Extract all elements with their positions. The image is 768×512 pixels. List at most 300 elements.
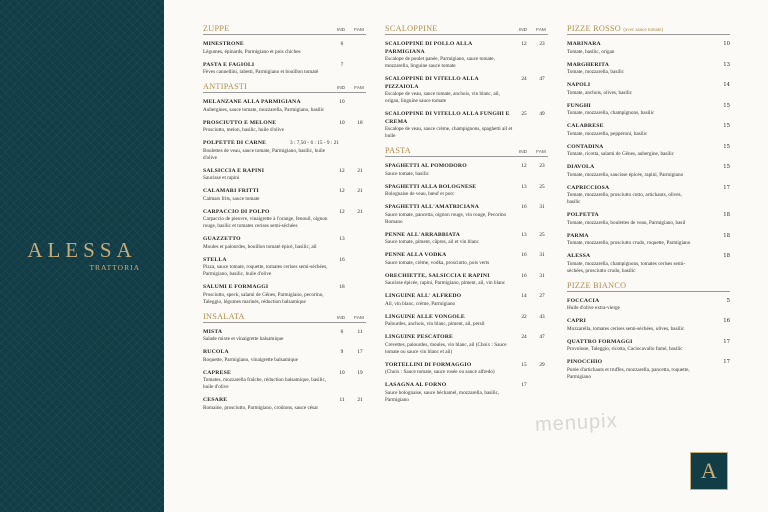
section-title-text: PIZZE ROSSO bbox=[567, 24, 622, 33]
section-header bbox=[203, 312, 366, 323]
price-fam bbox=[354, 99, 366, 114]
price-fam: 11 bbox=[357, 328, 363, 335]
price-fam: 21 bbox=[357, 167, 363, 174]
price-fam: 18 bbox=[357, 119, 363, 126]
menu-item-name: LINGUINE PESCATORE bbox=[385, 334, 454, 340]
menu-item bbox=[203, 209, 366, 231]
menu-item-prices bbox=[336, 188, 366, 203]
menu-item bbox=[203, 188, 366, 203]
menu-item-prices bbox=[336, 284, 366, 306]
price-fam: 49 bbox=[539, 111, 545, 117]
price-ind: 24 bbox=[521, 76, 527, 82]
menu-item-description: Palourdes, anchois, vin blanc, piment, ail, persil bbox=[385, 321, 485, 327]
menu-item-prices bbox=[336, 99, 366, 114]
menu-item-name: PINOCCHIO bbox=[567, 359, 603, 365]
section-title-text: PASTA bbox=[385, 146, 412, 155]
price-ind: 16 bbox=[339, 256, 345, 263]
fam-header: FAM bbox=[354, 86, 364, 91]
price-ind: 9 bbox=[340, 349, 344, 355]
menu-item bbox=[567, 164, 730, 179]
menu-item-description: Aubergines, sauce tomate, mozzarella, Parmigiano, basilic bbox=[203, 106, 325, 113]
menu-item-name: SCALOPPINE DI POLLO ALLA PARMIGIANA bbox=[385, 41, 473, 55]
menu-item-text bbox=[203, 62, 331, 77]
menu-item-text bbox=[203, 236, 331, 251]
menu-item-text bbox=[385, 232, 513, 247]
menu-item-description: Huile d'olive extra-vierge bbox=[567, 305, 620, 311]
menu-item-name: SPAGHETTI ALLA BOLOGNESE bbox=[385, 183, 477, 190]
menu-item-description: Tomate, mozzarella, prosciutto cotto, artichauts, olives, basilic bbox=[567, 192, 682, 205]
menu-item-name: SCALOPPINE DI VITELLO ALLA PIZZAIOLA bbox=[385, 76, 479, 90]
price-fam bbox=[354, 284, 366, 306]
menu-item-name: RUCOLA bbox=[203, 349, 229, 355]
menu-item-prices bbox=[518, 184, 548, 199]
price-fam: 21 bbox=[357, 188, 363, 194]
menu-item-name: MINESTRONE bbox=[203, 41, 244, 47]
menu-item-description: Boulettes de veau, sauce tomate, Parmigiano, basilic, huile d'olive bbox=[203, 147, 326, 161]
menu-item-text bbox=[567, 318, 695, 333]
menu-item-description: Provolone, Taleggio, ricotta, Caciocavallo fumé, basilic bbox=[567, 346, 683, 352]
section-title-text: INSALATA bbox=[203, 311, 245, 321]
menu-item bbox=[385, 163, 548, 178]
menu-section-pizze_rosso bbox=[567, 24, 730, 275]
menu-item-name: CESARE bbox=[203, 397, 228, 403]
price-ind: 14 bbox=[521, 293, 527, 299]
price-ind: 6 bbox=[340, 41, 344, 47]
menu-item bbox=[385, 293, 548, 308]
section-header bbox=[203, 82, 366, 93]
brand-subtitle: TRATTORIA bbox=[89, 263, 140, 272]
price-ind: 12 bbox=[521, 41, 527, 47]
menu-item-description: Tomate, mozzarella, boulettes de veau, Parmigiano, basil bbox=[567, 219, 686, 226]
menu-item-text bbox=[385, 41, 513, 70]
price-fam: 31 bbox=[539, 252, 545, 258]
menu-item-description: Tomate, ricotta, salami de Gênes, aubergine, basilic bbox=[567, 151, 674, 157]
menu-item-description: Légumes, épinards, Parmigiano et pois chiches bbox=[203, 48, 301, 55]
menu-item-text bbox=[203, 188, 331, 203]
menu-item-text bbox=[567, 41, 695, 56]
menu-item-description: Calmars frits, sauce tomate bbox=[203, 195, 260, 202]
menu-section-pasta bbox=[385, 146, 548, 404]
ind-header: IND bbox=[336, 315, 346, 321]
menu-section-scaloppine bbox=[385, 24, 548, 140]
menu-item bbox=[567, 41, 730, 56]
menu-item-text bbox=[567, 164, 695, 179]
section-title bbox=[203, 312, 245, 321]
menu-section-zuppe bbox=[203, 24, 366, 76]
price-fam: 47 bbox=[539, 76, 545, 82]
menu-item-text bbox=[203, 397, 331, 412]
section-header bbox=[567, 281, 730, 292]
price-ind: 13 bbox=[521, 231, 527, 238]
price-fam: 21 bbox=[357, 397, 363, 403]
price-headers bbox=[335, 86, 365, 91]
menu-item bbox=[203, 236, 366, 251]
section-header bbox=[385, 24, 548, 35]
menu-item-name: ORECHIETTE, SALSICCIA E RAPINI bbox=[385, 272, 490, 279]
menu-item-prices bbox=[336, 349, 366, 364]
menu-item-text bbox=[203, 168, 331, 183]
fam-header: FAM bbox=[354, 315, 364, 321]
menu-item-name: SPAGHETTI AL POMODORO bbox=[385, 163, 467, 169]
menu-item-price: 17 bbox=[723, 338, 730, 345]
menu-item-description: Moules et palourdes, bouillon tomaté épicé, basilic, ail bbox=[203, 243, 317, 250]
menu-item-name: SCALOPPINE DI VITELLO ALLA FUNGHI E CREMA bbox=[385, 111, 510, 125]
menu-item-text bbox=[567, 359, 695, 381]
menu-item-price: 18 bbox=[723, 232, 730, 239]
menu-item-name: FOCCACIA bbox=[567, 297, 600, 304]
menu-item-description: Mozzarella, tomates cerises semi-séchées, olives, basilic bbox=[567, 325, 685, 332]
menu-item-name: CALAMARI FRITTI bbox=[203, 188, 259, 194]
menu-item-name: LINGUINE ALL' ALFREDO bbox=[385, 293, 462, 299]
menu-item-name: STELLA bbox=[203, 256, 227, 263]
menu-item bbox=[567, 123, 730, 138]
menu-item-prices bbox=[336, 329, 366, 344]
menu-item bbox=[203, 168, 366, 183]
menu-item bbox=[385, 314, 548, 329]
section-title bbox=[203, 24, 230, 33]
menu-item-name: PENNE ALLA VODKA bbox=[385, 252, 447, 258]
brand-sidebar bbox=[0, 0, 164, 512]
menu-item bbox=[203, 140, 366, 162]
menu-item bbox=[567, 298, 730, 313]
menu-item-description: Roquette, Parmigiano, vinaigrette balsamique bbox=[203, 356, 298, 363]
menu-item-price: 17 bbox=[723, 184, 730, 191]
menu-item-prices bbox=[336, 41, 366, 56]
section-title-text: SCALOPPINE bbox=[385, 24, 438, 33]
price-ind: 6 bbox=[340, 328, 344, 335]
menu-item-description: Salade mixte et vinaigrette balsamique bbox=[203, 336, 284, 342]
section-note: (avec sauce tomate) bbox=[623, 28, 664, 33]
menu-item-description: Tomate, mozzarella, prosciutto crudo, roquette, Parmigiano bbox=[567, 240, 691, 246]
price-ind: 22 bbox=[521, 313, 527, 320]
menu-item-name: DIAVOLA bbox=[567, 164, 595, 170]
menu-item-description: Pizza, sauce tomate, roquette, tomates cerises semi-séchées, Parmigiano, basilic, huile d'olive bbox=[203, 264, 328, 277]
menu-item-name: PASTA E FAGIOLI bbox=[203, 61, 255, 68]
section-header bbox=[385, 146, 548, 157]
menu-item-prices bbox=[336, 62, 366, 77]
price-ind: 18 bbox=[339, 284, 345, 290]
menu-item-name: CAPRESE bbox=[203, 369, 231, 376]
menu-item-text bbox=[203, 99, 331, 114]
menu-item bbox=[567, 233, 730, 248]
menu-item-text bbox=[567, 233, 695, 248]
menu-item-name: FUNGHI bbox=[567, 102, 591, 109]
menu-section-antipasti bbox=[203, 82, 366, 306]
menu-item bbox=[203, 329, 366, 344]
menu-item-prices bbox=[518, 204, 548, 226]
menu-item-price: 15 bbox=[723, 123, 730, 129]
menu-item bbox=[567, 103, 730, 118]
menu-item-prices bbox=[336, 120, 366, 135]
menu-section-insalata bbox=[203, 312, 366, 412]
menu-item-price: 16 bbox=[723, 318, 730, 324]
menu-item-description: Tomates, mozzarella fraîche, réduction balsamique, basilic, huile d'olive bbox=[203, 377, 327, 390]
fam-header: FAM bbox=[354, 28, 364, 33]
menu-item-text bbox=[203, 370, 331, 392]
price-fam: 25 bbox=[539, 231, 545, 238]
ind-header: IND bbox=[336, 28, 346, 33]
menu-item-description: Bolognaise de veau, bœuf et porc bbox=[385, 191, 455, 197]
ind-header: IND bbox=[518, 150, 528, 155]
menu-item-prices bbox=[518, 232, 548, 247]
price-fam: 25 bbox=[539, 183, 545, 190]
menu-item-description: Sauce tomate, piment, câpres, ail et vin blanc bbox=[385, 239, 479, 245]
menu-item bbox=[567, 318, 730, 333]
price-fam: 23 bbox=[539, 163, 545, 169]
price-fam: 43 bbox=[539, 313, 545, 320]
menu-item-price: 17 bbox=[723, 359, 730, 365]
menu-item bbox=[203, 370, 366, 392]
price-ind: 12 bbox=[339, 167, 345, 174]
menu-item-description: Saucisse épicée, rapini, Parmigiano, piment, ail, vin blanc bbox=[385, 280, 506, 286]
menu-item bbox=[567, 359, 730, 381]
section-title bbox=[567, 281, 626, 290]
menu-item-text bbox=[567, 82, 695, 97]
menu-item bbox=[567, 144, 730, 159]
menu-item-description: Fèves cannellini, rabetti, Parmigiano et bouillon tomaté bbox=[203, 69, 319, 75]
menu-item-prices bbox=[518, 293, 548, 308]
menu-item-prices bbox=[518, 111, 548, 140]
price-ind: 12 bbox=[339, 208, 345, 215]
menu-item-name: MELANZANE ALLA PARMIGIANA bbox=[203, 99, 301, 105]
menu-item-text bbox=[567, 62, 695, 77]
menu-item-text bbox=[567, 123, 695, 138]
menu-item-prices bbox=[336, 370, 366, 392]
price-ind: 7 bbox=[340, 61, 344, 68]
menu-item-text bbox=[385, 111, 513, 140]
menu-item-name: LINGUINE ALLE VONGOLE bbox=[385, 313, 465, 320]
menu-item-description: (Choix : Sauce tomate, sauce rosée ou sauce alfredo) bbox=[385, 369, 495, 375]
menu-item-price: 15 bbox=[723, 143, 730, 150]
price-ind: 17 bbox=[521, 382, 527, 388]
price-fam: 31 bbox=[539, 204, 545, 210]
menu-item-text bbox=[203, 209, 331, 231]
menu-item-prices bbox=[518, 362, 548, 377]
menu-item-description: Tomate, basilic, origan bbox=[567, 48, 615, 55]
menu-item-description: Sauce tomate, pancetta, oignon rouge, vin rouge, Pecorino Romano bbox=[385, 211, 507, 225]
menu-item-name: CARPACCIO DI POLPO bbox=[203, 208, 270, 215]
menu-item bbox=[385, 76, 548, 105]
menu-item-text bbox=[203, 284, 331, 306]
menu-item-text bbox=[567, 185, 695, 207]
menu-item-description: Prosciutto, melon, basilic, huile d'olive bbox=[203, 127, 284, 133]
menu-item-prices bbox=[518, 273, 548, 288]
menu-item bbox=[203, 284, 366, 306]
menu-item-text bbox=[203, 120, 331, 135]
menu-item bbox=[567, 62, 730, 77]
menu-item-prices bbox=[336, 257, 366, 279]
menu-item-price: 10 bbox=[723, 41, 730, 47]
price-fam: 23 bbox=[539, 41, 545, 47]
price-ind: 25 bbox=[521, 111, 527, 117]
menu-item-price: 5 bbox=[726, 297, 730, 304]
menu-item-text bbox=[385, 76, 513, 105]
menu-item-name: CONTADINA bbox=[567, 143, 604, 150]
menu-item-text bbox=[567, 253, 695, 275]
menu-item-name: POLPETTE DI CARNE bbox=[203, 140, 267, 146]
menu-item-description: Escalope de veau, sauce tomate, anchois, vin blanc, ail, origan, linguine sauce tomate bbox=[385, 91, 500, 104]
menu-item-prices bbox=[518, 314, 548, 329]
menu-item-prices bbox=[336, 236, 366, 251]
menu-item-text bbox=[385, 252, 513, 267]
menu-item bbox=[567, 212, 730, 227]
menu-item bbox=[385, 362, 548, 377]
menu-item bbox=[385, 184, 548, 199]
menu-section-pizze_bianco bbox=[567, 281, 730, 381]
menu-item-price-sizes: 3 : 7,50 - 6 : 15 - 9 : 21 bbox=[290, 140, 339, 146]
menu-item-name: TORTELLINI DI FORMAGGIO bbox=[385, 361, 472, 368]
price-fam bbox=[354, 41, 366, 56]
section-title bbox=[385, 24, 438, 33]
price-fam: 21 bbox=[357, 208, 363, 215]
section-title bbox=[385, 146, 411, 155]
price-fam bbox=[536, 382, 548, 404]
menu-item-text bbox=[385, 382, 513, 404]
menu-item-text bbox=[385, 314, 513, 329]
menu-item-price: 14 bbox=[723, 82, 730, 88]
menu-item-prices bbox=[518, 252, 548, 267]
ind-header: IND bbox=[518, 28, 528, 33]
menu-item-description: Ail, vin blanc, crème, Parmigiano bbox=[385, 300, 456, 307]
menu-item-description: Tomate, mozzarella, basilic bbox=[567, 69, 624, 75]
menu-item bbox=[567, 185, 730, 207]
section-header bbox=[567, 24, 730, 35]
price-ind: 15 bbox=[521, 361, 527, 368]
menu-item bbox=[385, 273, 548, 288]
menu-item-name: SALUMI E FORMAGGI bbox=[203, 284, 269, 290]
menu-item-description: Romaine, prosciutto, Parmigiano, croûtons, sauce césar bbox=[203, 404, 319, 411]
menu-item-price: 13 bbox=[723, 61, 730, 68]
price-headers bbox=[335, 316, 365, 321]
menu-item-text bbox=[385, 204, 513, 226]
menu-item-description: Prosciutto, speck, salami de Gênes, Parmigiano, pecorino, Taleggio, légumes marinés, réduction balsamique bbox=[203, 291, 324, 305]
menu-item-prices bbox=[336, 397, 366, 412]
menu-item-text bbox=[567, 298, 695, 313]
fam-header: FAM bbox=[536, 150, 546, 155]
menu-item-description: Sauce bolognaise, sauce béchamel, mozzarella, basilic, Parmigiano bbox=[385, 389, 500, 403]
menu-item bbox=[203, 41, 366, 56]
price-fam: 31 bbox=[539, 272, 545, 279]
menu-item-prices bbox=[518, 382, 548, 404]
price-ind: 16 bbox=[521, 272, 527, 279]
menu-item-description: Tomate, anchois, olives, basilic bbox=[567, 89, 633, 96]
menu-item bbox=[385, 204, 548, 226]
menu-item-text bbox=[385, 334, 513, 356]
menu-item-name: SPAGHETTI ALL'AMATRICIANA bbox=[385, 204, 480, 210]
menu-item-text bbox=[203, 41, 331, 56]
menu-item-name: POLPETTA bbox=[567, 212, 599, 218]
section-title-text: ZUPPE bbox=[203, 24, 230, 33]
price-fam: 19 bbox=[357, 369, 363, 376]
menu-item-text bbox=[203, 349, 331, 364]
price-fam: 17 bbox=[357, 349, 363, 355]
menu-item-description: Escalope de poulet panée, Parmigiano, sauce tomate, mozzarella, linguine sauce tomate bbox=[385, 56, 495, 69]
price-fam bbox=[354, 236, 366, 251]
price-fam bbox=[354, 257, 366, 279]
menu-item-name: CAPRICCIOSA bbox=[567, 184, 610, 191]
menu-item bbox=[385, 41, 548, 70]
section-title-text: PIZZE BIANCO bbox=[567, 280, 627, 290]
menu-item-text bbox=[385, 293, 513, 308]
price-ind: 13 bbox=[521, 183, 527, 190]
menu-item-prices bbox=[336, 209, 366, 231]
brand-logo-letter: A bbox=[701, 458, 717, 483]
menu-item bbox=[385, 252, 548, 267]
menu-item-text bbox=[385, 184, 513, 199]
menu-item-text bbox=[203, 257, 331, 279]
menu-item-description: Tomate, mozzarella, champignons, basilic bbox=[567, 110, 655, 116]
menu-item bbox=[385, 382, 548, 404]
menu-item-description: Sauce tomate, crème, vodka, prosciutto, pois verts bbox=[385, 259, 490, 266]
price-ind: 10 bbox=[339, 99, 345, 105]
price-ind: 24 bbox=[521, 334, 527, 340]
price-ind: 10 bbox=[339, 369, 345, 376]
menu-item-description: Tomate, mozzarella, saucisse épicée, rapini, Parmigiano bbox=[567, 171, 684, 178]
menu-item-prices bbox=[518, 334, 548, 356]
menu-column-1 bbox=[203, 24, 366, 418]
fam-header: FAM bbox=[536, 28, 546, 33]
section-title bbox=[203, 82, 247, 91]
menu-item-name: CAPRI bbox=[567, 318, 587, 324]
menu-item-text bbox=[203, 329, 331, 344]
price-ind: 13 bbox=[339, 236, 345, 242]
menu-item-name: NAPOLI bbox=[567, 82, 591, 88]
price-ind: 10 bbox=[339, 119, 345, 126]
menu-item-price: 15 bbox=[723, 102, 730, 109]
menu-item bbox=[385, 232, 548, 247]
section-header bbox=[203, 24, 366, 35]
menu-item bbox=[203, 99, 366, 114]
brand-logo bbox=[690, 452, 728, 490]
price-ind: 11 bbox=[339, 397, 345, 403]
menu-item bbox=[385, 111, 548, 140]
watermark: menupix bbox=[534, 409, 619, 437]
menu-item bbox=[203, 257, 366, 279]
price-ind: 12 bbox=[521, 163, 527, 169]
menu-item bbox=[203, 120, 366, 135]
price-fam bbox=[354, 62, 366, 77]
menu-item-text bbox=[567, 103, 695, 118]
menu-item bbox=[567, 339, 730, 354]
menu-item-name: CALABRESE bbox=[567, 123, 604, 129]
menu-item-description: Saucisse et rapini bbox=[203, 175, 240, 181]
menu-item bbox=[203, 62, 366, 77]
price-headers bbox=[335, 28, 365, 33]
menu-item-name: PROSCIUTTO E MELONE bbox=[203, 119, 277, 126]
menu-item bbox=[567, 253, 730, 275]
menu-item-name: PENNE ALL'ARRABBIATA bbox=[385, 231, 461, 238]
menu-item-text bbox=[567, 144, 695, 159]
menu-item-prices bbox=[518, 41, 548, 70]
menu-item-name: SALSICCIA E RAPINI bbox=[203, 167, 265, 174]
price-ind: 16 bbox=[521, 204, 527, 210]
menu-item-description: Crevettes, palourdes, moules, vin blanc, ail (Choix : Sauce tomate ou sauce vin blanc et ail) bbox=[385, 341, 507, 355]
menu-item-description: Tomate, mozzarella, pepperoni, basilic bbox=[567, 130, 648, 137]
menu-item bbox=[385, 334, 548, 356]
ind-header: IND bbox=[336, 86, 346, 91]
menu-item-name: GUAZZETTO bbox=[203, 236, 241, 242]
menu-item-name: QUATTRO FORMAGGI bbox=[567, 338, 633, 345]
price-headers bbox=[517, 150, 547, 155]
price-ind: 16 bbox=[521, 252, 527, 258]
menu-item-prices bbox=[336, 168, 366, 183]
menu-item-price: 18 bbox=[723, 212, 730, 218]
menu-item-name: MARGHERITA bbox=[567, 61, 610, 68]
price-ind: 12 bbox=[339, 188, 345, 194]
menu-item-description: Purée d'artichauts et truffes, mozzarella, pancetta, roquette, Parmigiano bbox=[567, 366, 690, 380]
menu-item-price: 15 bbox=[723, 164, 730, 170]
menu-item-name: MARINARA bbox=[567, 41, 601, 47]
